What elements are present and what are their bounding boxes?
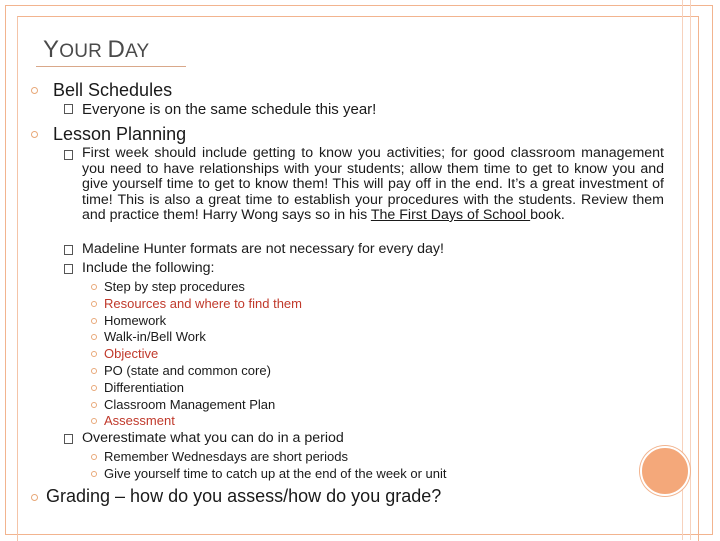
section-lesson-heading: Lesson Planning xyxy=(53,124,187,144)
section-grading-heading: Grading – how do you assess/how do you grade? xyxy=(46,486,442,506)
bullet-dot-icon xyxy=(91,471,97,477)
bullet-box-icon xyxy=(64,434,73,444)
overestimate-item: Overestimate what you can do in a period xyxy=(82,430,344,446)
bullet-dot-icon xyxy=(91,368,97,374)
bullet-icon xyxy=(31,494,38,501)
list-item: Give yourself time to catch up at the end of the week or unit xyxy=(104,466,447,481)
bullet-dot-icon xyxy=(91,301,97,307)
bullet-dot-icon xyxy=(91,454,97,460)
list-item: Walk-in/Bell Work xyxy=(104,329,206,345)
bullet-dot-icon xyxy=(91,284,97,290)
decor-line-right-2 xyxy=(690,0,691,540)
list-item: Classroom Management Plan xyxy=(104,396,276,412)
bullet-dot-icon xyxy=(91,385,97,391)
list-item: Homework xyxy=(104,312,167,328)
lesson-first-week-paragraph xyxy=(82,146,664,224)
list-item: Differentiation xyxy=(104,379,184,395)
list-item: PO (state and common core) xyxy=(104,363,271,378)
include-item: Include the following: xyxy=(82,260,215,276)
madeline-item: Madeline Hunter formats are not necessary for every day! xyxy=(82,241,444,257)
bullet-box-icon xyxy=(64,150,73,160)
accent-circle xyxy=(640,446,690,496)
paragraph-text-end: book. xyxy=(530,207,565,223)
list-item: Objective xyxy=(104,346,159,362)
list-item: Step by step procedures xyxy=(104,279,245,294)
bell-sub-item: Everyone is on the same schedule this year! xyxy=(82,101,377,118)
list-item: Resources and where to find them xyxy=(104,295,302,311)
bullet-icon xyxy=(31,131,38,138)
bullet-box-icon xyxy=(64,264,73,274)
bullet-icon xyxy=(31,87,38,94)
bullet-box-icon xyxy=(64,104,73,114)
title-underline xyxy=(36,66,186,67)
section-bell-heading: Bell Schedules xyxy=(53,80,173,100)
list-item: Remember Wednesdays are short periods xyxy=(104,449,348,464)
bullet-box-icon xyxy=(64,245,73,255)
list-item: Assessment xyxy=(104,413,175,429)
book-title: The First Days of School xyxy=(370,207,531,223)
paragraph-text: First week should include getting to know you activities; for good classroom management you need to have relationships with your students; allow them time to get to know you and give yourself time to get to know them! This will pay off in the end. It’s a great investment of time! This is also a great time to establish your procedures with the students. Review them and practice them! Harry Wong says so in his xyxy=(82,145,664,223)
slide-title: YOUR DAY xyxy=(43,36,150,63)
bullet-dot-icon xyxy=(91,402,97,408)
bullet-dot-icon xyxy=(91,318,97,324)
